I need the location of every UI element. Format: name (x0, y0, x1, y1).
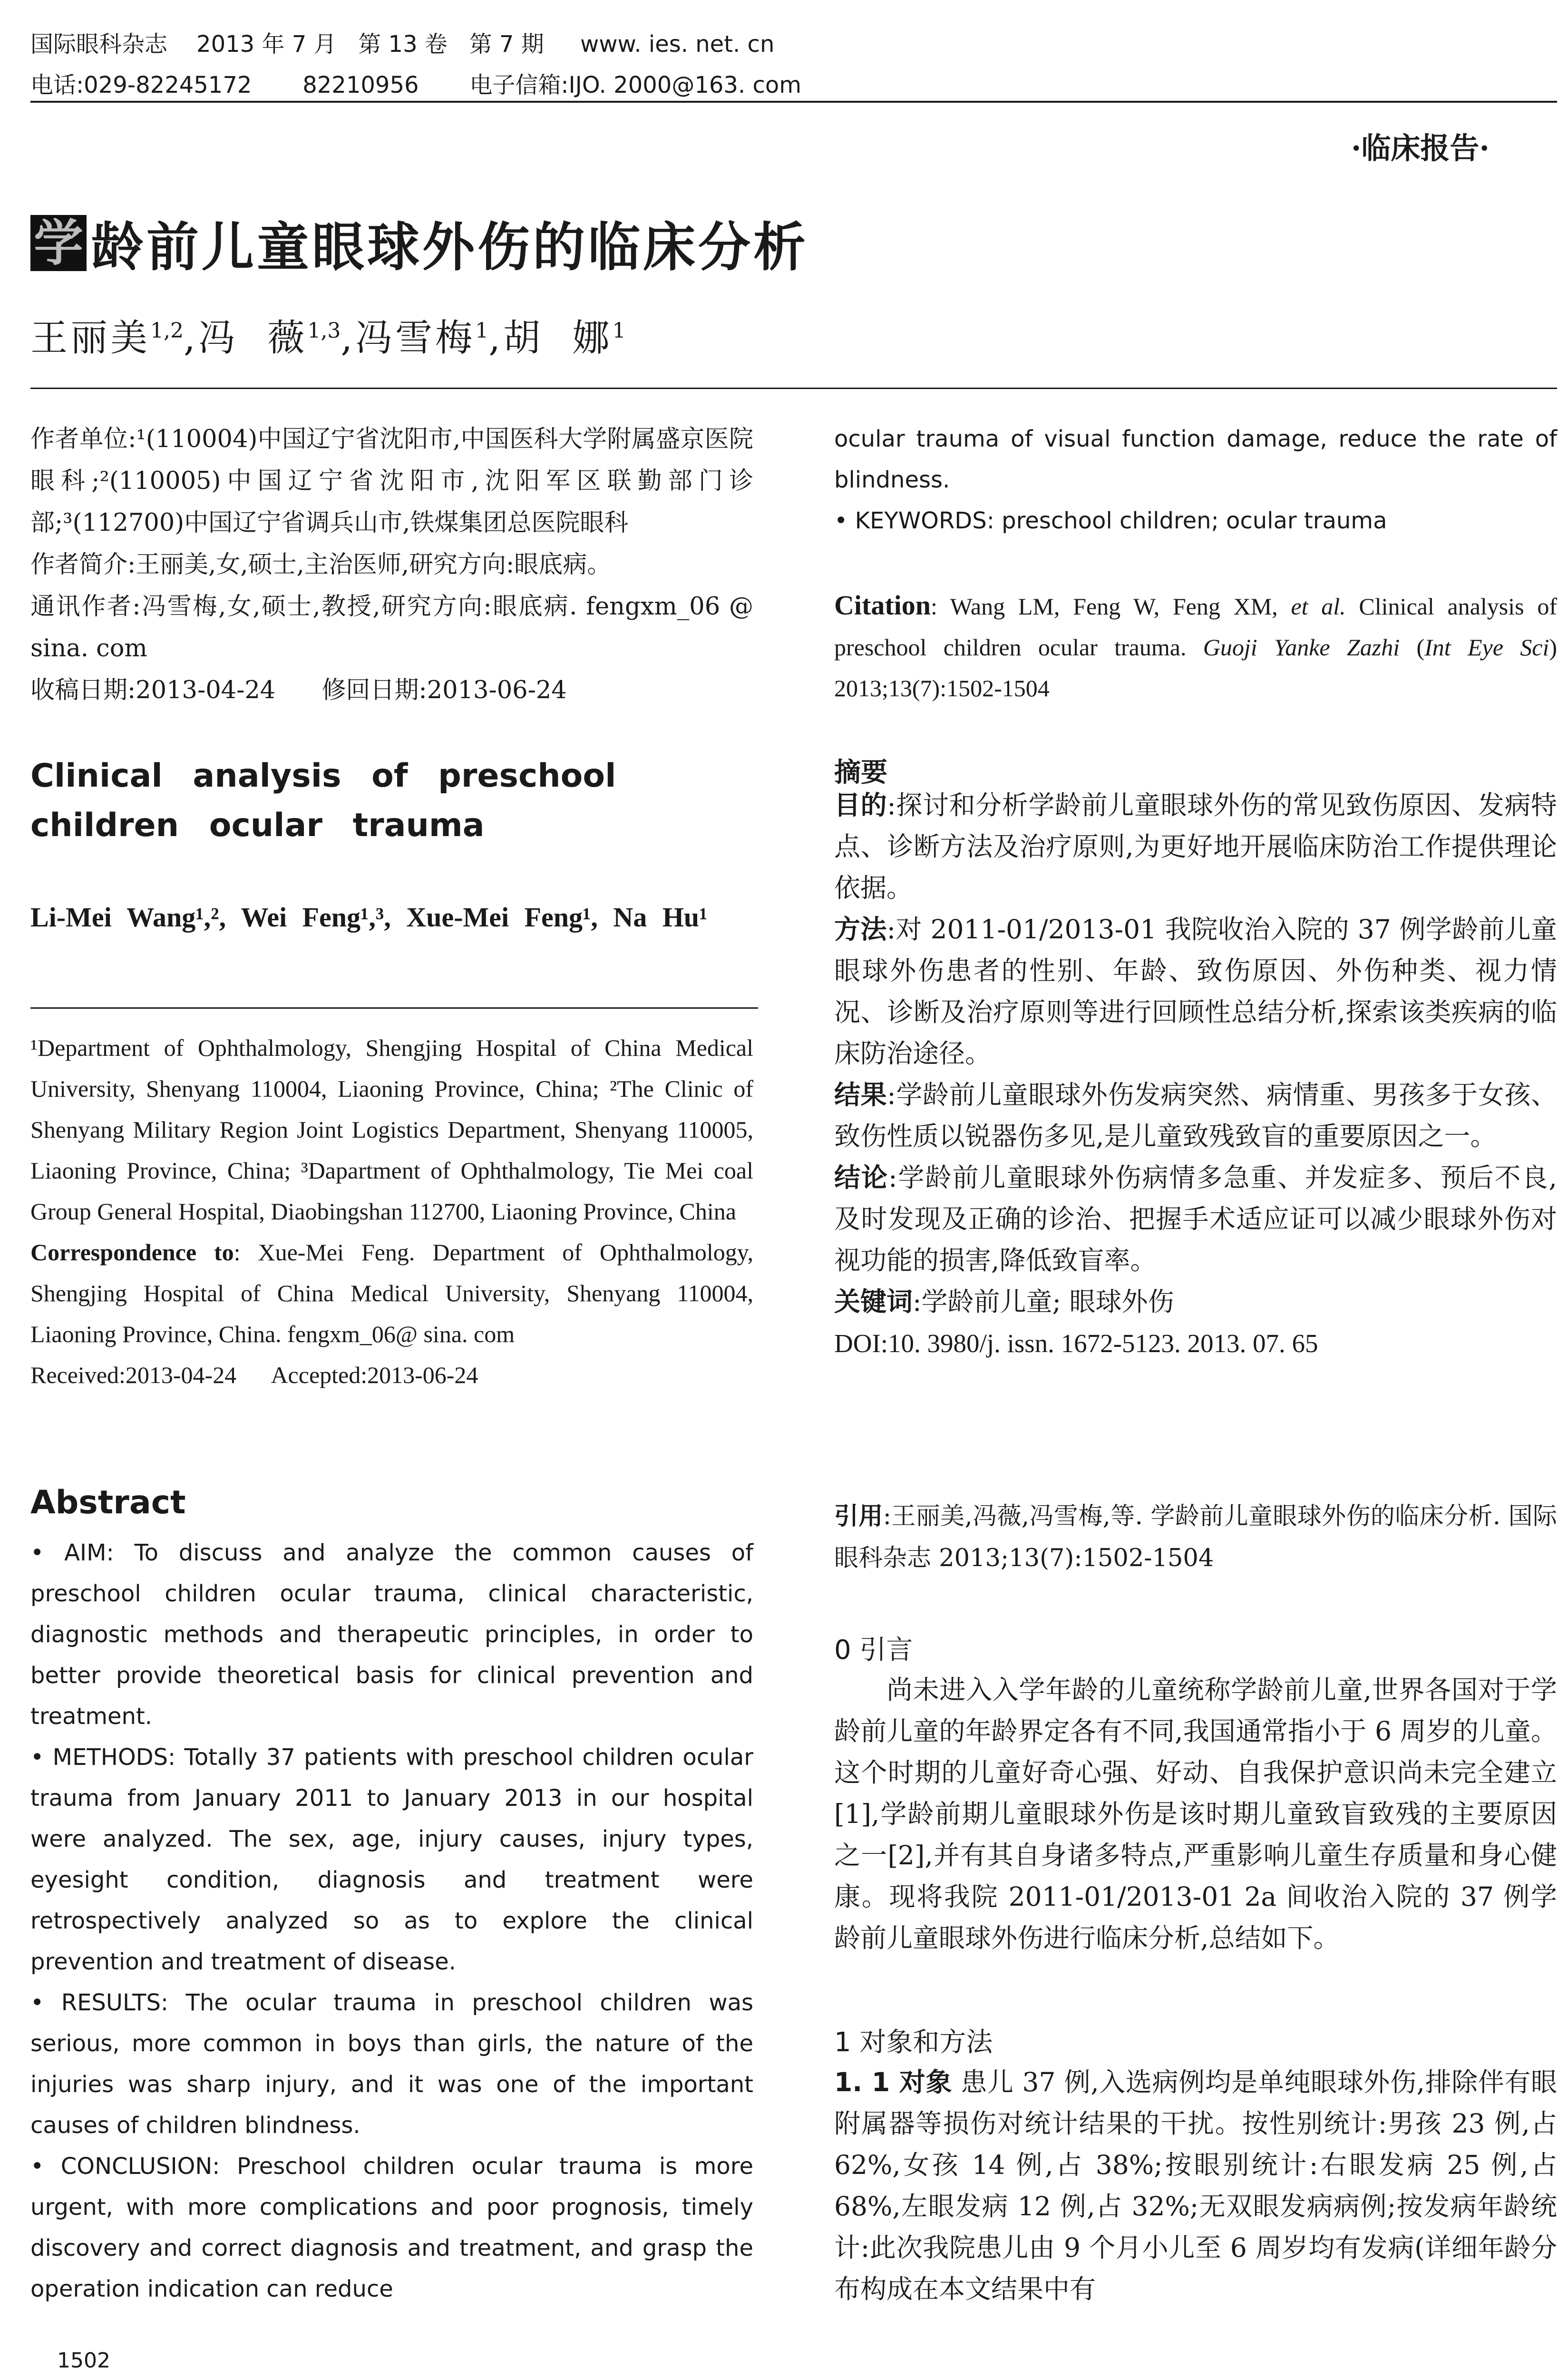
zh-abstract-result (834, 1074, 1557, 1157)
zh-method-text: :对 2011-01/2013-01 我院收治入院的 37 例学龄前儿童眼球外伤患者的性别、年龄、致伤原因、外伤种类、视力情况、诊断及治疗原则等进行回顾性总结分析,探索该类疾病的临床防治途径。 (834, 914, 1557, 1069)
english-authors: Li-Mei Wang¹,², Wei Feng¹,³, Xue-Mei Feng¹, Na Hu¹ (30, 902, 708, 933)
methods-subject-label: 1. 1 对象 (834, 2067, 953, 2097)
zh-method-label: 方法 (834, 914, 887, 945)
correspondence-zh: 通讯作者:冯雪梅,女,硕士,教授,研究方向:眼底病. fengxm_06 @ sina. com (30, 593, 753, 662)
affiliation-zh: 作者单位:¹(110004)中国辽宁省沈阳市,中国医科大学附属盛京医院眼科;²(110005)中国辽宁省沈阳市,沈阳军区联勤部门诊部;³(112700)中国辽宁省调兵山市,铁煤集团总医院眼科 (30, 425, 753, 537)
zh-abstract-keywords (834, 1281, 1557, 1323)
author-bio-zh: 作者简介:王丽美,女,硕士,主治医师,研究方向:眼底病。 (30, 551, 612, 579)
abstract-conclusion-end: ocular trauma of visual function damage, reduce the rate of blindness. (834, 426, 1557, 493)
citation-volume: ) 2013;13(7):1502-1504 (834, 634, 1558, 701)
english-affiliations: ¹Department of Ophthalmology, Shengjing Hospital of China Medical University, Shenyang 110004, Liaoning Province, China; ²The Clinic of Shenyang Military Region Joint Logistics Department, Shenyang 110005, Liaoning Province, China; ³Dapartment of Ophthalmology, Tie Mei coal Group General Hospital, Diaobingshan 112700, Liaoning Province, China (30, 1034, 753, 1225)
intro-heading: 0 引言 (834, 1635, 913, 1666)
zh-citation-label: 引用 (834, 1502, 883, 1530)
journal-contact-line: 电话:029-82245172 82210956 电子信箱:IJO. 2000@163. com (30, 72, 801, 98)
abstract-keywords: • KEYWORDS: preschool children; ocular trauma (834, 507, 1387, 534)
title-initial-mark: 学 (30, 215, 87, 271)
dates-zh: 收稿日期:2013-04-24 修回日期:2013-06-24 (30, 676, 567, 704)
zh-aim-text: :探讨和分析学龄前儿童眼球外伤的常见致伤原因、发病特点、诊断方法及治疗原则,为更好地开展临床防治工作提供理论依据。 (834, 790, 1557, 903)
methods-heading: 1 对象和方法 (834, 2027, 993, 2058)
zh-result-label: 结果 (834, 1080, 887, 1110)
authors-zh: 王丽美$^{1,2}$,冯 薇$^{1,3}$,冯雪梅$^1$,胡 娜$^1$ (30, 317, 626, 360)
zh-abstract-conclusion (834, 1157, 1557, 1281)
zh-keywords-text: :学龄前儿童; 眼球外伤 (913, 1286, 1174, 1317)
author-info-block (30, 419, 753, 711)
correspondence-label: Correspondence to (30, 1239, 234, 1266)
section-tag: ·临床报告· (1351, 131, 1490, 166)
zh-abstract-method (834, 909, 1557, 1074)
methods-subject (834, 2062, 1557, 2310)
citation-label: Citation (834, 590, 931, 621)
zh-aim-label: 目的 (834, 790, 887, 820)
title-divider (30, 388, 1557, 389)
zh-conclusion-label: 结论 (834, 1162, 888, 1193)
zh-keywords-label: 关键词 (834, 1286, 913, 1317)
zh-result-text: :学龄前儿童眼球外伤发病突然、病情重、男孩多于女孩、致伤性质以锐器伤多见,是儿童致残致盲的重要原因之一。 (834, 1080, 1557, 1151)
zh-abstract (834, 785, 1557, 1364)
abstract-aim: • AIM: To discuss and analyze the common causes of preschool children ocular trauma, clinical characteristic, diagnostic methods and therapeutic principles, in order to better provide theoretical basis for clinical prevention and treatment. (30, 1539, 753, 1730)
zh-conclusion-text: :学龄前儿童眼球外伤病情多急重、并发症多、预后不良,及时发现及正确的诊治、把握手术适应证可以减少眼球外伤对视功能的损害,降低致盲率。 (834, 1162, 1557, 1276)
abstract-conclusion-start: • CONCLUSION: Preschool children ocular trauma is more urgent, with more complications and poor prognosis, timely discovery and correct diagnosis and treatment, and grasp the operation indication can reduce (30, 2153, 753, 2302)
correspondence-text: : Xue-Mei Feng. Department of Ophthalmology, Shengjing Hospital of China Medical University, Shenyang 110004, Liaoning Province, China. fengxm_06@ sina. com (30, 1239, 753, 1347)
abstract-heading: Abstract (30, 1484, 186, 1521)
abstract-en-continued (834, 419, 1557, 541)
english-title: Clinical analysis of preschool children ocular trauma (30, 757, 616, 844)
header-divider (30, 101, 1557, 103)
article-title (30, 205, 808, 281)
citation-authors: : Wang LM, Feng W, Feng XM, (931, 593, 1291, 620)
citation-etal: et al. (1291, 593, 1346, 620)
abstract-en (30, 1532, 753, 2309)
citation-en (834, 585, 1557, 709)
intro-text: 尚未进入入学年龄的儿童统称学龄前儿童,世界各国对于学龄前儿童的年龄界定各有不同,我国通常指小于 6 周岁的儿童。这个时期的儿童好奇心强、好动、自我保护意识尚未完全建立[1],学龄前期儿童眼球外伤是该时期儿童致盲致残的主要原因之一[2],并有其自身诸多特点,严重影响儿童生存质量和身心健康。现将我院 2011-01/2013-01 2a 间收治入院的 37 例学龄前儿童眼球外伤进行临床分析,总结如下。 (834, 1675, 1557, 1953)
citation-title: Clinical analysis of preschool children ocular trauma. (834, 593, 1557, 661)
methods-subject-text: 患儿 37 例,入选病例均是单纯眼球外伤,排除伴有眼附属器等损伤对统计结果的干扰。按性别统计:男孩 23 例,占 62%,女孩 14 例,占 38%;按眼别统计:右眼发病 25 例,占 68%,左眼发病 12 例,占 32%;无双眼发病病例;按发病年龄统计:此次我院患儿由 9 个月小儿至 6 周岁均有发病(详细年龄分布构成在本文结果中有 (834, 2067, 1557, 2304)
journal-header-line: 国际眼科杂志 2013 年 7 月 第 13 卷 第 7 期 www. ies. net. cn (30, 31, 775, 58)
zh-citation-text: :王丽美,冯薇,冯雪梅,等. 学龄前儿童眼球外伤的临床分析. 国际眼科杂志 2013;13(7):1502-1504 (834, 1502, 1557, 1572)
abstract-results: • RESULTS: The ocular trauma in preschool children was serious, more common in boys than girls, the nature of the injuries was sharp injury, and it was one of the important causes of children blindness. (30, 1989, 753, 2139)
correspondence-en (30, 1232, 753, 1354)
page-number: 1502 (57, 2348, 110, 2373)
doi: DOI:10. 3980/j. issn. 1672-5123. 2013. 07. 65 (834, 1329, 1318, 1358)
zh-abstract-aim (834, 785, 1557, 909)
citation-journal: Guoji Yanke Zazhi (1203, 634, 1400, 661)
citation-paren: ( (1400, 634, 1425, 661)
zh-citation (834, 1496, 1557, 1579)
title-text: 龄前儿童眼球外伤的临床分析 (91, 217, 808, 278)
citation-journal-en: Int Eye Sci (1424, 634, 1549, 661)
english-affiliations-block (30, 1027, 753, 1395)
zh-abstract-heading: 摘要 (834, 757, 887, 788)
abstract-methods: • METHODS: Totally 37 patients with preschool children ocular trauma from January 2011 to January 2013 in our hospital were analyzed. The sex, age, injury causes, injury types, eyesight condition, diagnosis and treatment were retrospectively analyzed so as to explore the clinical prevention and treatment of disease. (30, 1744, 753, 1975)
affiliation-divider (30, 1007, 758, 1009)
received-accepted: Received:2013-04-24 Accepted:2013-06-24 (30, 1362, 478, 1388)
